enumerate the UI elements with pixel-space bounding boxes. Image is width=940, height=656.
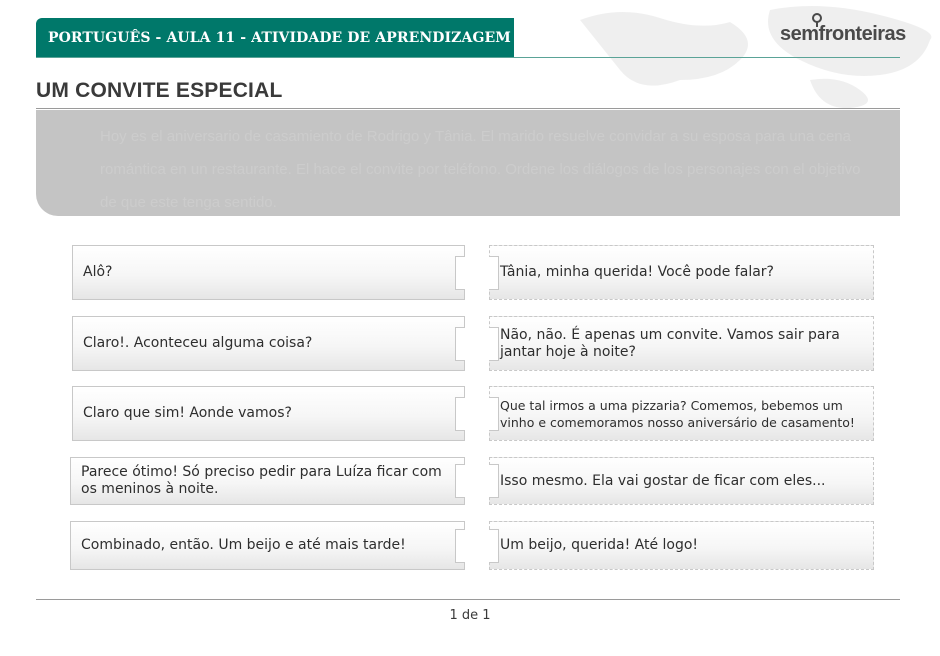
dialogue-text: Que tal irmos a uma pizzaria? Comemos, bebemos um vinho e comemoramos nosso aniversário de casamento! — [500, 397, 855, 430]
card-connector — [455, 397, 465, 431]
world-map-decoration — [560, 0, 940, 110]
dialogue-card-right-5[interactable] — [489, 521, 874, 570]
brand-logo — [780, 22, 906, 46]
dialogue-card-right-4[interactable] — [489, 457, 874, 505]
dialogue-card-left-5[interactable] — [70, 521, 465, 570]
instruction-panel — [36, 110, 900, 216]
dialogue-card-right-1[interactable] — [489, 245, 874, 300]
card-connector — [489, 529, 499, 563]
card-connector — [455, 327, 465, 361]
dialogue-text: Não, não. É apenas um convite. Vamos sair para jantar hoje à noite? — [500, 326, 840, 360]
dialogue-text: Um beijo, querida! Até logo! — [500, 537, 699, 553]
footer-divider — [36, 599, 900, 600]
lesson-title-bar — [36, 18, 514, 58]
dialogue-text: Tânia, minha querida! Você pode falar? — [500, 264, 774, 280]
card-connector — [489, 397, 499, 431]
header-divider — [36, 57, 900, 58]
dialogue-card-left-1[interactable] — [72, 245, 465, 300]
card-connector — [489, 464, 499, 498]
logo-text: semfronteiras — [780, 23, 906, 45]
location-pin-icon — [811, 13, 823, 27]
dialogue-text: Alô? — [83, 264, 113, 280]
dialogue-text: Claro que sim! Aonde vamos? — [83, 405, 292, 421]
dialogue-card-left-2[interactable] — [72, 316, 465, 371]
lesson-title: PORTUGUÊS - AULA 11 - ATIVIDADE DE APRENDIZAGEM — [48, 30, 511, 46]
card-connector — [489, 327, 499, 361]
instruction-text: Hoy es el aniversario de casamiento de Rodrigo y Tânia. El marido resuelve convidar a su esposa para una cena romántica en un restaurante. El hace el convite por teléfono. Ordene los diálogos de los personajes con el objetivo de que este tenga sentido. — [100, 128, 861, 211]
page-indicator: 1 de 1 — [449, 608, 491, 623]
dialogue-text: Parece ótimo! Só preciso pedir para Luíza ficar com os meninos à noite. — [81, 464, 442, 497]
dialogue-text: Claro!. Aconteceu alguma coisa? — [83, 335, 313, 351]
dialogue-card-right-2[interactable] — [489, 316, 874, 371]
dialogue-card-left-4[interactable] — [70, 457, 465, 505]
card-connector — [455, 464, 465, 498]
card-connector — [489, 256, 499, 290]
dialogue-card-left-3[interactable] — [72, 386, 465, 441]
card-connector — [455, 529, 465, 563]
card-connector — [455, 256, 465, 290]
dialogue-text: Isso mesmo. Ela vai gostar de ficar com eles... — [500, 472, 826, 489]
dialogue-card-right-3[interactable] — [489, 386, 874, 441]
dialogue-text: Combinado, então. Um beijo e até mais tarde! — [81, 537, 406, 553]
page-title: UM CONVITE ESPECIAL — [36, 79, 283, 102]
title-divider — [36, 108, 900, 109]
